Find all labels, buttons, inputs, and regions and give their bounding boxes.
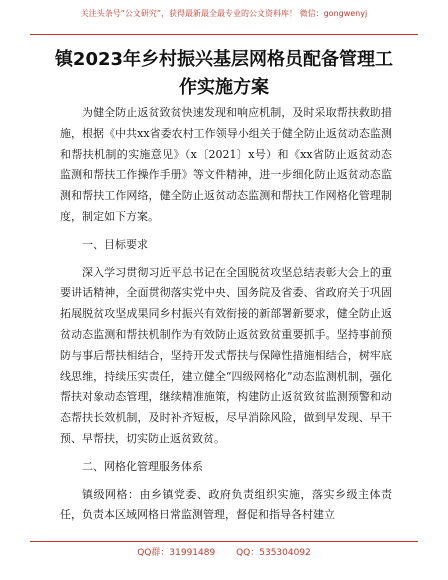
footer: [0, 545, 448, 558]
grid-system-paragraph: 镇级网格：由乡镇党委、政府负责组织实施，落实乡级主体责任，负责本区域网格日常监测管理，督促和指导各村建立: [60, 487, 392, 522]
qq-contact-label: QQ：535304092: [236, 548, 311, 558]
intro-paragraph: 为健全防止返贫致贫快速发现和响应机制，及时采取帮扶救助措施，根据《中共xx省委农村工作领导小组关于健全防止返贫动态监测和帮扶机制的实施意见》（x〔2021〕x号）和《xx省防止返贫动态监测和帮扶工作操作手册》等文件精神，进一步细化防止返贫动态监测和帮扶工作网络，健全防止返贫动态监测和帮扶工作网格化管理制度，制定如下方案。: [60, 106, 392, 223]
qq-group-label: QQ群：31991489: [137, 548, 216, 558]
header-banner: 关注头条号“公文研究”，获得最新最全最专业的公文资料库！ 微信：gongwenyj: [80, 9, 368, 18]
document-body: [60, 103, 392, 526]
top-divider: [30, 34, 418, 35]
section-heading-goals: 一、目标要求: [82, 237, 148, 251]
document-title: 镇2023年乡村振兴基层网格员配备管理工作实施方案: [54, 49, 394, 98]
section-heading-grid-system: 二、网格化管理服务体系: [82, 459, 203, 473]
bottom-divider: [30, 541, 418, 542]
goals-paragraph: 深入学习贯彻习近平总书记在全国脱贫攻坚总结表彰大会上的重要讲话精神，全面贯彻落实党中央、国务院及省委、省政府关于巩固拓展脱贫攻坚成果同乡村振兴有效衔接的新部署新要求，健全防止返贫动态监测和帮扶机制作为有效防止返贫致贫重要抓手。坚持事前预防与事后帮扶相结合，坚持开发式帮扶与保障性措施相结合，树牢底线思维，持续压实责任，建立健全“四级网格化”动态监测机制，强化帮扶对象动态管理，继续精准施策，构建防止返贫致贫监测预警和动态帮扶长效机制，及时补齐短板，尽早消除风险，做到早发现、早干预、早帮扶，切实防止返贫致贫。: [60, 265, 392, 445]
